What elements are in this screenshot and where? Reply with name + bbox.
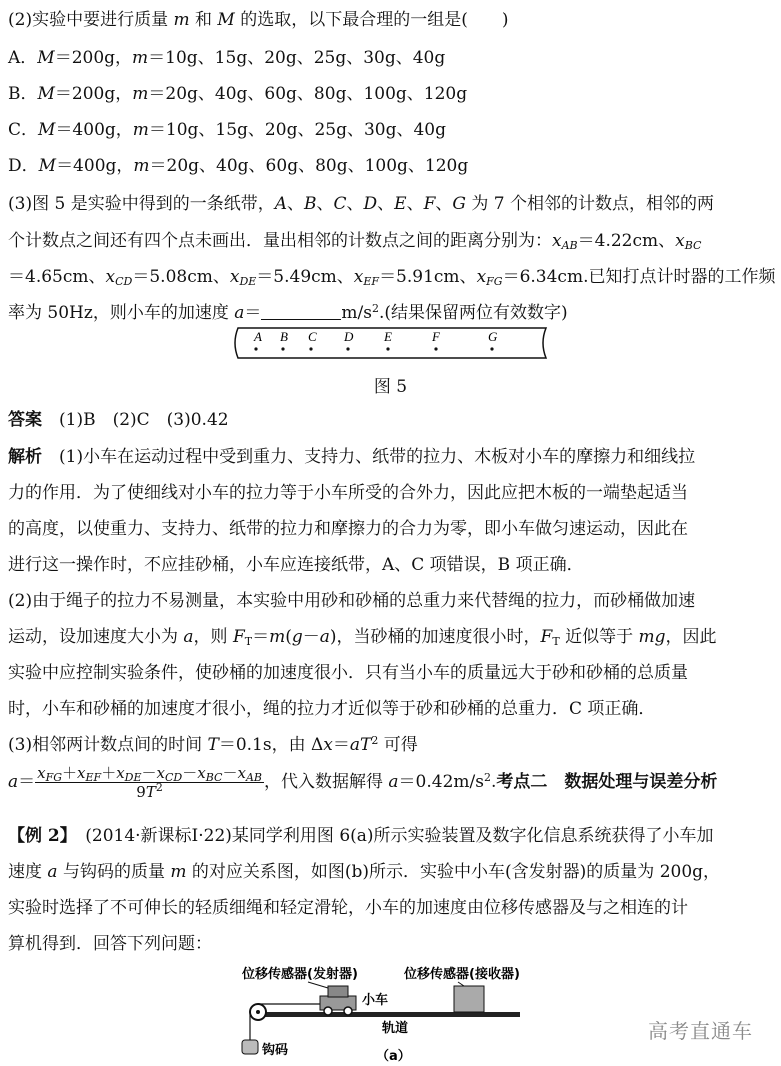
analysis-p1-line2: 力的作用．为了使细线对小车的拉力等于小车所受的合外力，因此应把木板的一端垫起适当 [8, 483, 688, 503]
track [260, 1012, 520, 1017]
acceleration-formula: $\frac{x_{FG}+x_{EF}+x_{DE}-x_{CD}-x_{BC}-x_{AB}}{9T^2}$ [37, 764, 262, 801]
apparatus-diagram [228, 960, 558, 1064]
q3-line2: 个计数点之间还有四个点未画出．量出相邻的计数点之间的距离分别为：$x_{AB}=4.22cm$、$x_{BC}$ [8, 231, 702, 252]
tape-point-c: C [308, 329, 317, 344]
example-line3: 实验时选择了不可伸长的轻质细绳和轻定滑轮，小车的加速度由位移传感器及与之相连的计 [8, 898, 688, 918]
example-line1: 【例 2】 (2014·新课标Ⅰ·22)某同学利用图 6(a)所示实验装置及数字化信息系统获得了小车加 [8, 826, 714, 846]
tape-point-e: E [384, 329, 392, 344]
q2-option-d: D．M＝400g，m＝20g、40g、60g、80g、100g、120g [8, 156, 469, 176]
tape-point-g: G [488, 329, 498, 344]
q3-line4: 率为 50Hz，则小车的加速度 $a= m/s^2$.(结果保留两位有效数字) [8, 302, 568, 323]
car-label: 小车 [362, 993, 389, 1008]
q2-option-b: B．M＝200g，m＝20g、40g、60g、80g、100g、120g [8, 84, 468, 104]
analysis-p2-line2: 运动，设加速度大小为 a，则 $F_T=m(g-a)$，当砂桶的加速度很小时，$F_T$ 近似等于 mg，因此 [8, 627, 717, 648]
answer-line [8, 410, 229, 430]
analysis-p1-line3: 的高度，以使重力、支持力、纸带的拉力和摩擦力的合力为零，即小车做匀速运动，因此在 [8, 519, 688, 539]
weight-label: 钩码 [262, 1043, 289, 1058]
hook-weight-icon [242, 1040, 258, 1054]
answer-blank[interactable] [261, 303, 341, 320]
example-line4: 算机得到．回答下列问题： [8, 934, 212, 954]
example-line2: 速度 a 与钩码的质量 m 的对应关系图，如图(b)所示．实验中小车(含发射器)的质量为 200g， [8, 862, 721, 882]
q2-stem: (2)实验中要进行质量 m 和 M 的选取，以下最合理的一组是( ) [8, 10, 509, 30]
answer-text: (1)B (2)C (3)0.42 [59, 410, 229, 430]
analysis-formula-line: a＝ $\frac{x_{FG}+x_{EF}+x_{DE}-x_{CD}-x_{BC}-x_{AB}}{9T^2}$ ，代入数据解得 $a=0.42m/s^2$.考点二 数据处理与误差分析 [8, 764, 718, 801]
analysis-p1-line1: 解析 (1)小车在运动过程中受到重力、支持力、纸带的拉力、木板对小车的摩擦力和细线拉 [8, 447, 696, 467]
q3-line1: (3)图 5 是实验中得到的一条纸带，A、B、C、D、E、F、G 为 7 个相邻的计数点，相邻的两 [8, 194, 714, 214]
analysis-p2-line1: (2)由于绳子的拉力不易测量，本实验中用砂和砂桶的总重力来代替绳的拉力，而砂桶做加速 [8, 591, 696, 611]
figure-5-caption: 图 5 [373, 377, 408, 397]
analysis-p3: (3)相邻两计数点间的时间 T＝0.1s，由 $\Delta x=aT^2$ 可得 [8, 734, 418, 755]
receiver-label: 位移传感器(接收器) [404, 967, 520, 982]
section-title: 考点二 数据处理与误差分析 [496, 772, 718, 792]
sender-label: 位移传感器(发射器) [242, 967, 358, 982]
watermark: 高考直通车 [648, 1019, 753, 1043]
analysis-p1-line4: 进行这一操作时，不应挂砂桶，小车应连接纸带，A、C 项错误，B 项正确． [8, 555, 584, 575]
q2-option-a: A．M＝200g，m＝10g、15g、20g、25g、30g、40g [8, 48, 446, 68]
tape-point-b: B [280, 329, 288, 344]
analysis-p2-line4: 时，小车和砂桶的加速度才很小，绳的拉力才近似等于砂和砂桶的总重力．C 项正确． [8, 699, 656, 719]
analysis-p2-line3: 实验中应控制实验条件，使砂桶的加速度很小．只有当小车的质量远大于砂和砂桶的总质量 [8, 663, 688, 683]
track-label: 轨道 [382, 1021, 409, 1036]
analysis-label: 解析 [8, 447, 42, 467]
paper-tape-figure [228, 325, 553, 361]
example-label: 【例 2】 [8, 826, 69, 846]
tape-point-d: D [344, 329, 354, 344]
receiver-box-icon [454, 986, 484, 1012]
diagram-a-caption: （a） [376, 1049, 411, 1064]
tape-point-f: F [432, 329, 440, 344]
q2-option-c: C．M＝400g，m＝10g、15g、20g、25g、30g、40g [8, 120, 446, 140]
answer-label: 答案 [8, 410, 42, 430]
tape-point-a: A [254, 329, 262, 344]
q3-line3: ＝4.65cm、$x_{CD}=5.08cm$、$x_{DE}=5.49cm$、$x_{EF}=5.91cm$、$x_{FG}=6.34cm$.已知打点计时器的工作频 [8, 267, 776, 288]
